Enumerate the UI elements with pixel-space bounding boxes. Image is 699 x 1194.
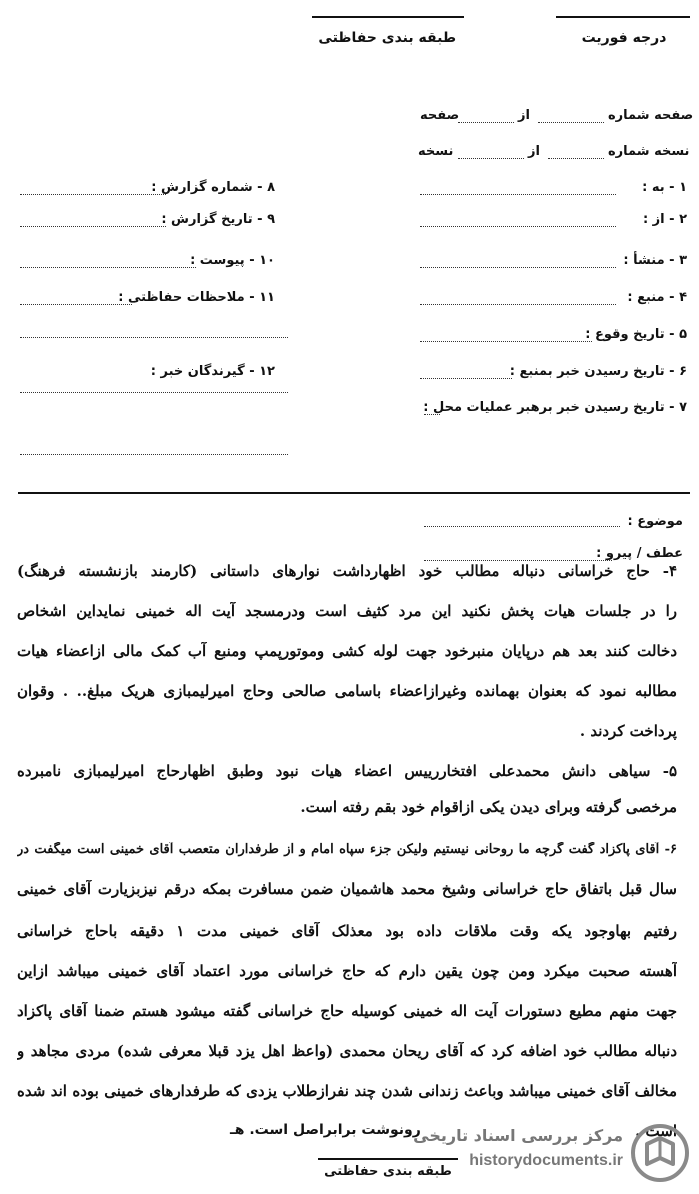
subject-label: موضوع : xyxy=(627,514,683,529)
watermark-url: historydocuments.ir xyxy=(469,1152,623,1169)
copy-unit-label: نسخه xyxy=(418,144,454,159)
field-report-number-dots xyxy=(20,194,166,195)
page-unit-label: صفحه xyxy=(420,108,460,123)
body-line: مطالبه نمود که بعنوان بهمانده وغیرازاعضاء باسامی صالحی وحاج امیرلیمبازی هریک مبلغ.. . وقوان xyxy=(17,682,677,700)
subject-dots xyxy=(424,526,620,527)
field-event-date-dots xyxy=(420,341,592,342)
reference-dots xyxy=(424,560,612,561)
body-line: ۴- حاج خراسانی دنباله مطالب خود اظهارداشت نوارهای داستانی (کارمند بازنشسته فرهنگ) xyxy=(17,562,677,580)
body-line: ۶- آقای پاکزاد گفت گرچه ما روحانی نیستیم ولیکن جزء سپاه امام و از طرفداران متعصب آقای خمینی است میگفت در xyxy=(17,842,677,857)
field-operations-receipt-date: ۷ - تاریخ رسیدن خبر برهبر عملیات محل : xyxy=(423,400,687,415)
field-attachment-dots xyxy=(20,267,196,268)
body-line: سال قبل باتفاق حاج خراسانی وشیخ محمد هاشمیان ضمن مسافرت بمکه درقم نیزبزیارت آقای خمینی xyxy=(17,880,677,898)
body-line: دنباله مطالب خود اضافه کرد که آقای ریحان محمدی (واعظ اهل یزد قبلا معرفی شده) مردی مجاهد و xyxy=(17,1042,677,1060)
field-from: ۲ - از : xyxy=(642,212,687,227)
watermark-title: مرکز بررسی اسناد تاریخی xyxy=(413,1126,623,1145)
field-source: ۴ - منبع : xyxy=(627,290,687,305)
section-divider xyxy=(18,492,690,494)
body-line: دخالت کنند بعد هم درپایان منبرخود جهت لوله کشی وموتورپمپ ومنبع آب کمک مالی ازاعضاء هیات xyxy=(17,642,677,660)
field-security-notes: ۱۱ - ملاحظات حفاظتی : xyxy=(118,290,275,305)
page-number-dots xyxy=(538,122,604,123)
copy-of-label: از xyxy=(528,144,540,159)
field-to: ۱ - به : xyxy=(642,180,687,195)
field-from-dots xyxy=(420,226,616,227)
page-total-dots xyxy=(458,122,514,123)
field-attachment: ۱۰ - پیوست : xyxy=(190,253,275,268)
body-line: مخالف آقای خمینی میباشد وباعث زندانی شدن چند نفرازطلاب یزدی که طرفدارهای خمینی بوده اند شده xyxy=(17,1082,677,1100)
body-line: مرخصی گرفته وبرای دیدن یکی ازاقوام خود بقم رفته است. xyxy=(300,798,677,816)
copy-number-dots xyxy=(548,158,604,159)
page-number-label: صفحه شماره xyxy=(608,108,694,123)
book-emblem-icon xyxy=(631,1124,689,1182)
body-line: رفتیم بهاوجود یکه وقت ملاقات داده بود معذلک آقای خمینی مدت ۱ دقیقه باحاج خراسانی xyxy=(17,922,677,940)
field-security-notes-dots-1 xyxy=(20,304,132,305)
body-line: آهسته صحبت میکرد ومن چون یقین دارم که حاج خراسانی مورد اعتماد آقای خمینی میباشد ازاین xyxy=(17,962,677,980)
classification-header: طبقه بندی حفاظتی xyxy=(318,30,456,46)
header-rule-right xyxy=(556,16,690,18)
body-line: پرداخت کردند . xyxy=(579,722,677,740)
field-origin-dots xyxy=(420,267,616,268)
copy-total-dots xyxy=(458,158,524,159)
field-report-date: ۹ - تاریخ گزارش : xyxy=(161,212,275,227)
field-report-date-dots xyxy=(20,226,166,227)
field-event-date: ۵ - تاریخ وقوع : xyxy=(585,327,687,342)
field-security-notes-dots-2 xyxy=(20,337,288,338)
field-recipients-dots-1 xyxy=(20,392,288,393)
body-line: است . xyxy=(635,1122,677,1140)
field-report-number: ۸ - شماره گزارش : xyxy=(151,180,275,195)
body-line: را در جلسات هیات پخش نکنید این مرد کثیف است ودرمسجد آیت اله خمینی نمایداین اشخاص xyxy=(17,602,677,620)
header-rule-left xyxy=(312,16,464,18)
field-source-receipt-date: ۶ - تاریخ رسیدن خبر بمنبع : xyxy=(509,364,687,379)
body-line: ۵- سیاهی دانش محمدعلی افتخاررییس اعضاء هیات نبود وطبق اظهارحاج امیرلیمبازی نامبرده xyxy=(17,762,677,780)
field-origin: ۳ - منشأ : xyxy=(623,253,687,268)
field-recipients-dots-2 xyxy=(20,454,288,455)
field-recipients: ۱۲ - گیرندگان خبر : xyxy=(150,364,275,379)
classification-footer: طبقه بندی حفاظتی xyxy=(324,1164,452,1179)
field-to-dots xyxy=(420,194,616,195)
field-source-dots xyxy=(420,304,616,305)
watermark-logo xyxy=(413,1122,691,1186)
field-operations-receipt-date-dots xyxy=(424,414,440,415)
reference-label: عطف / پیرو : xyxy=(596,546,683,561)
copy-certification-note: رونوشت برابراصل است. هـ xyxy=(230,1122,421,1138)
field-source-receipt-date-dots xyxy=(420,378,512,379)
copy-number-label: نسخه شماره xyxy=(608,144,690,159)
page-of-label: از xyxy=(518,108,530,123)
body-line: جهت منهم مطیع دستورات آیت اله خمینی کوسیله حاج خراسانی گفته میشود هستم ضمنا آقای پاکزاد xyxy=(17,1002,677,1020)
priority-label: درجه فوریت xyxy=(581,30,667,46)
